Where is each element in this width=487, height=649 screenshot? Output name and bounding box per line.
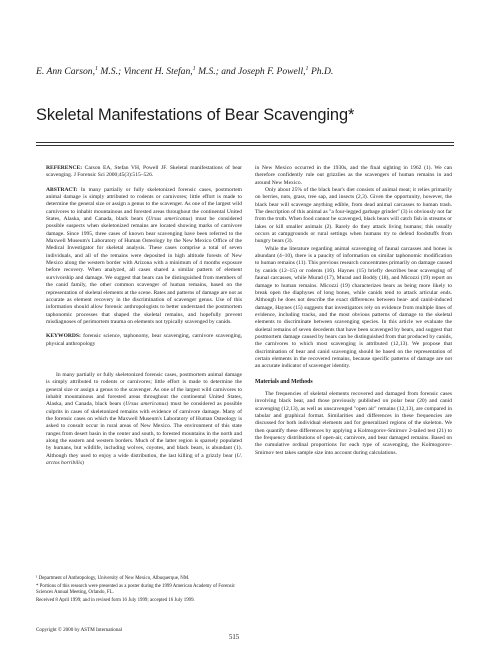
author-name-segment: E. Ann Carson, — [36, 66, 95, 78]
body-paragraph-2: Only about 25% of the black bear's diet consists of animal meat; it relies primarily on berries, nuts, grass, tree sap, and insects (2,3). Given the opportunity, however, the black bear will scavenge anything edible, from dead animal carcasses to human trash. The description of this animal as "a four-legged garbage grinder" (3) is obviously not far from the truth. When food cannot be scavenged, black bears will catch fish in streams or lakes or kill smaller animals (2). Rarely do they attack living humans; this usually occurs at campgrounds or rural settings when humans try to defend foodstuffs from hungry bears (3). — [255, 187, 452, 245]
intro-text-2: ) must be considered as possible culprits in cases of skeletonized remains with evidence of carnivore damage. Many of the forensic cases on which the Maxwell Museum's Laboratory of Human Osteology is asked to consult occur in rural areas of New Mexico. The environment of this state ranges from desert basin in the center and south, to forested mountains in the north and along the eastern and western borders. Much of the latter region is sparsely populated by humans, but wildlife, including wolves, coyotes, and black bears, is abundant (1). Although they used to enjoy a wide distribution, the last killing of a grizzly bear ( — [46, 401, 242, 459]
abstract-text-1: In many partially or fully skeletonized forensic cases, postmortem animal damage is simply attributed to rodents or carnivores; little effort is made to determine the general size or assign a genus to the scavenger. As one of the largest wild carnivores to inhabit mountainous and forested areas throughout the continental United States, Alaska, and Canada, black bears ( — [46, 186, 242, 223]
title-rule-top — [36, 142, 454, 143]
intro-italic-1: Ursus americanus — [125, 401, 167, 408]
keywords-label: KEYWORDS: — [46, 333, 81, 340]
right-column — [255, 165, 452, 457]
page-number: 515 — [229, 634, 240, 641]
footnote-affiliation: ¹ Department of Anthropology, University of New Mexico, Albuquerque, NM. — [36, 576, 190, 581]
footnote-received: Received 8 April 1999; and in revised form 16 July 1999; accepted 16 July 1999. — [36, 597, 195, 603]
body-paragraph-4: The frequencies of skeletal elements recovered and damaged from forensic cases involving black bear, and those previously published on polar bear (20) and canid scavenging (12,13), as well as unscavenged "open air" remains (12,13), are compared in tabular and graphical format. Similarities and differences in these frequencies are discussed for both individual elements and for generalized regions of the skeleton. We then quantify these differences by applying a Kolmogorov-Smirnov 2-tailed test (21) to the frequency distributions of open-air, carnivore, and bear damaged remains. Based on the cumulative ordinal proportions for each type of scavenging, the Kolmogorov-Smirnov test takes sample size into account during calculations. — [255, 390, 452, 456]
affiliation-marker: 1 — [305, 66, 309, 72]
abstract-italic: Ursus americanus — [148, 216, 191, 223]
left-column — [46, 165, 242, 467]
paper-title: Skeletal Manifestations of Bear Scavenging* — [36, 105, 355, 124]
intro-paragraph — [46, 372, 242, 467]
reference-label: REFERENCE: — [46, 165, 83, 171]
intro-text-1: In many partially or fully skeletonized forensic cases, postmortem animal damage is simply attributed to rodents or carnivores; little effort is made to determine the general size or assign a genus to the scavenger. As one of the largest wild carnivores to inhabit mountainous and forested areas throughout the continental United States, Alaska, and Canada, black bears ( — [46, 371, 242, 408]
keywords-paragraph — [46, 333, 242, 348]
affiliation-marker: 1 — [192, 66, 196, 72]
reference-text: Carson EA, Stefan VH, Powell JF. Skeletal manifestations of bear scavenging. J Forensic Sci 2000;45(3):515–526. — [46, 165, 242, 179]
copyright-notice: Copyright © 2000 by ASTM International — [36, 627, 123, 633]
body-paragraph-3: While the literature regarding animal scavenging of faunal carcasses and bones is abundant (4–10), there is a paucity of information on similar taphonomic modification to human remains (11). This previous research concentrates primarily on damage caused by canids (12–15) or rodents (16). Haynes (15) briefly describes bear scavenging of faunal carcasses, while Murad (17), Murad and Boddy (18), and Micozzi (19) report on damage to human remains. Micozzi (19) characterizes bears as being more likely to break open the diaphyses of long bones, while canids tend to attack articular ends. Although he does not describe the exact differences between bear- and canid-induced damage, Haynes (15) suggests that investigators rely on evidence from multiple lines of evidence, including tracks, and the most obvious patterns of damage to the skeletal elements to discriminate between scavenging species. In this article we evaluate the skeletal remains of seven decedents that have been scavenged by bears, and suggest that postmortem damage caused by bears can be distinguished from that produced by canids, the carnivores to which most scavenging is attributed (12,13). We propose that discrimination of bear and canid scavenging should be based on the representation of certain elements in the recovered remains, because specific patterns of damage are not an accurate indicator of scavenger identity. — [255, 245, 452, 370]
author-line — [36, 66, 456, 77]
reference-paragraph — [46, 165, 242, 180]
intro-italic-2: U. arctos horribilis — [46, 452, 242, 467]
intro-text-3: ) — [82, 460, 84, 467]
author-name-segment: M.S.; and Joseph F. Powell, — [195, 66, 306, 78]
section-heading: Materials and Methods — [255, 378, 313, 385]
abstract-label: ABSTRACT: — [46, 186, 78, 193]
author-name-segment: M.S.; Vincent H. Stefan, — [98, 66, 193, 78]
keywords-text: forensic science, taphonomy, bear scavenging, carnivore scavenging, physical anthropology — [46, 333, 242, 347]
footnotes — [36, 576, 241, 606]
abstract-paragraph — [46, 187, 242, 327]
footnote-presentation: * Portions of this research were presented as a poster during the 1999 American Academy of Forensic Sciences Annual Meeting, Orlando, FL. — [36, 583, 236, 596]
affiliation-marker: 1 — [95, 66, 98, 72]
body-paragraph-1: in New Mexico occurred in the 1930s, and the final sighting in 1962 (1). We can therefore confidently rule out grizzlies as the scavengers of human remains in and around New Mexico. — [255, 165, 452, 186]
author-name-segment: Ph.D. — [308, 66, 334, 78]
abstract-text-2: ) must be considered possible suspects when skeletonized remains are located showing marks of carnivore damage. Since 1995, three cases of known bear scavenging have been referred to the Maxwell Museum's Laboratory of Human Osteology by the New Mexico Office of the Medical Investigator for skeletal analysis. These cases comprise a total of seven individuals, and all of the remains were deposited in high altitude forests of New Mexico along the western border with Arizona with a minimum of 4 months exposure before recovery. When analyzed, all cases shared a similar pattern of element survivorship and damage. We suggest that bears can be distinguished from members of the canid family, the other common scavenger of human remains, based on the representation of skeletal elements at the scene. Rates and patterns of damage are not as accurate as element recovery in the discrimination of scavenger genus. Use of this information should allow forensic anthropologists to better understand the postmortem taphonomic processes that shaped the skeletal remains, and hopefully prevent misdiagnoses of perimortem trauma on elements not typically scavenged by canids. — [46, 216, 243, 325]
title-rule-bottom — [36, 145, 454, 146]
